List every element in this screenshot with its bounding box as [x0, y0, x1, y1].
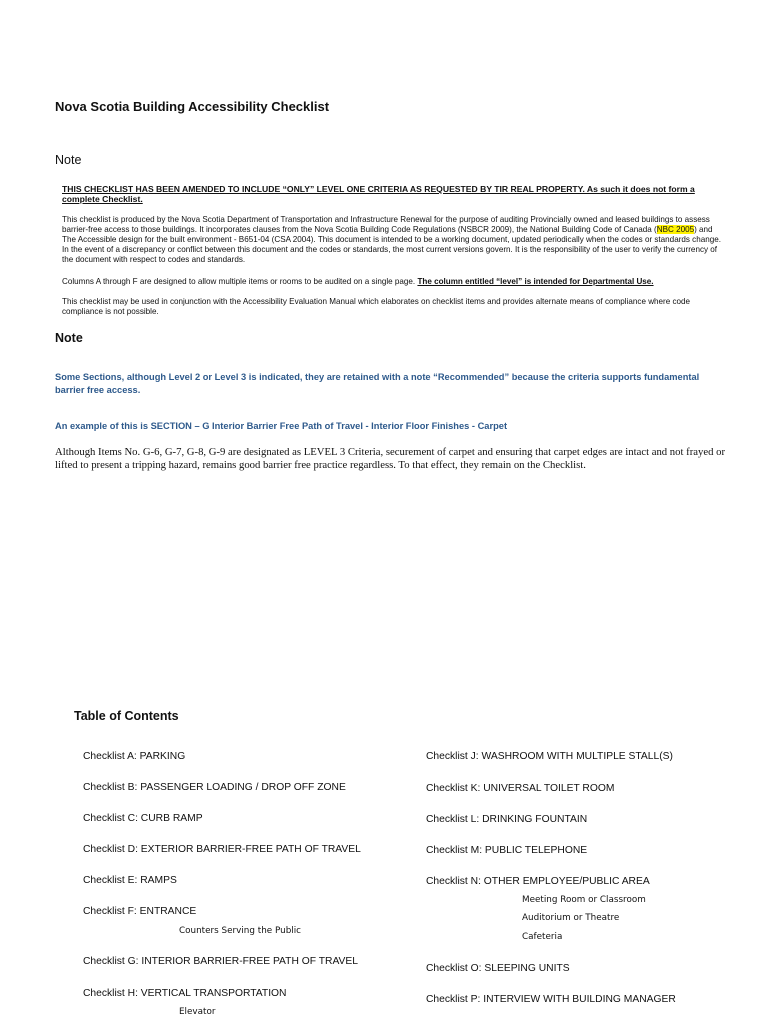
toc-title: Table of Contents	[74, 709, 179, 723]
recommended-note: Some Sections, although Level 2 or Level 3 is indicated, they are retained with a note “Recommended” because the criteria supports fundamental barrier free access.	[55, 372, 700, 395]
toc-item-f[interactable]: Checklist F: ENTRANCE	[83, 906, 197, 917]
highlighted-nbc: NBC 2005	[656, 225, 695, 234]
toc-item-l[interactable]: Checklist L: DRINKING FOUNTAIN	[426, 814, 588, 825]
example-note: An example of this is SECTION – G Interior Barrier Free Path of Travel - Interior Floor Finishes - Carpet	[55, 421, 508, 431]
toc-item-m[interactable]: Checklist M: PUBLIC TELEPHONE	[426, 845, 588, 856]
columns-text: Columns A through F are designed to allow multiple items or rooms to be audited on a single page.	[62, 277, 418, 286]
toc-sub-counters[interactable]: Counters Serving the Public	[179, 926, 302, 936]
toc-item-o[interactable]: Checklist O: SLEEPING UNITS	[426, 963, 570, 974]
document-title: Nova Scotia Building Accessibility Checklist	[55, 99, 330, 114]
intro-text-b: ) and The Accessible design for the built environment - B651-04 (CSA 2004). This document is intended to be a working document, updated periodically when the codes or standards change. In the event of a discrepancy or conflict between this document and the codes or standards, the most current versions govern. It is the responsibility of the user to verify the currency of the document with respect to codes and standards.	[62, 225, 721, 264]
toc-item-g[interactable]: Checklist G: INTERIOR BARRIER-FREE PATH OF TRAVEL	[83, 956, 359, 967]
note-heading: Note	[55, 153, 82, 167]
toc-sub-auditorium[interactable]: Auditorium or Theatre	[522, 913, 620, 923]
toc-item-k[interactable]: Checklist K: UNIVERSAL TOILET ROOM	[426, 783, 615, 794]
amendment-notice: THIS CHECKLIST HAS BEEN AMENDED TO INCLUDE “ONLY” LEVEL ONE CRITERIA AS REQUESTED BY TIR REAL PROPERTY. As such it does not form a complete Checklist.	[62, 184, 695, 204]
toc-item-b[interactable]: Checklist B: PASSENGER LOADING / DROP OFF ZONE	[83, 782, 346, 793]
manual-paragraph: This checklist may be used in conjunction with the Accessibility Evaluation Manual which elaborates on checklist items and provides alternate means of compliance where code compliance is not possible.	[62, 297, 691, 316]
toc-sub-meeting-room[interactable]: Meeting Room or Classroom	[522, 895, 646, 905]
toc-item-c[interactable]: Checklist C: CURB RAMP	[83, 813, 203, 824]
toc-item-a[interactable]: Checklist A: PARKING	[83, 751, 186, 762]
toc-sub-cafeteria[interactable]: Cafeteria	[522, 932, 563, 942]
toc-item-p[interactable]: Checklist P: INTERVIEW WITH BUILDING MANAGER	[426, 994, 676, 1005]
intro-text-a: This checklist is produced by the Nova Scotia Department of Transportation and Infrastructure Renewal for the purpose of auditing Provincially owned and leased buildings to assess barrier-free access to those buildings. It incorporates clauses from the Nova Scotia Building Code Regulations (NSBCR 2009), the National Building Code of Canada (	[62, 215, 710, 234]
toc-item-h[interactable]: Checklist H: VERTICAL TRANSPORTATION	[83, 988, 287, 999]
note-heading-2: Note	[55, 331, 83, 345]
toc-item-e[interactable]: Checklist E: RAMPS	[83, 875, 177, 886]
columns-paragraph	[62, 277, 727, 287]
toc-sub-elevator[interactable]: Elevator	[179, 1007, 216, 1017]
toc-item-j[interactable]: Checklist J: WASHROOM WITH MULTIPLE STALL(S)	[426, 751, 673, 762]
toc-item-n[interactable]: Checklist N: OTHER EMPLOYEE/PUBLIC AREA	[426, 876, 650, 887]
level-column-note: The column entitled “level” is intended for Departmental Use.	[417, 277, 654, 286]
toc-item-d[interactable]: Checklist D: EXTERIOR BARRIER-FREE PATH OF TRAVEL	[83, 844, 361, 855]
intro-paragraph	[62, 215, 727, 265]
carpet-paragraph: Although Items No. G-6, G-7, G-8, G-9 are designated as LEVEL 3 Criteria, securement of carpet and ensuring that carpet edges are intact and not frayed or lifted to present a tripping hazard, remains good barrier free practice regardless. To that effect, they remain on the Checklist.	[55, 446, 726, 471]
